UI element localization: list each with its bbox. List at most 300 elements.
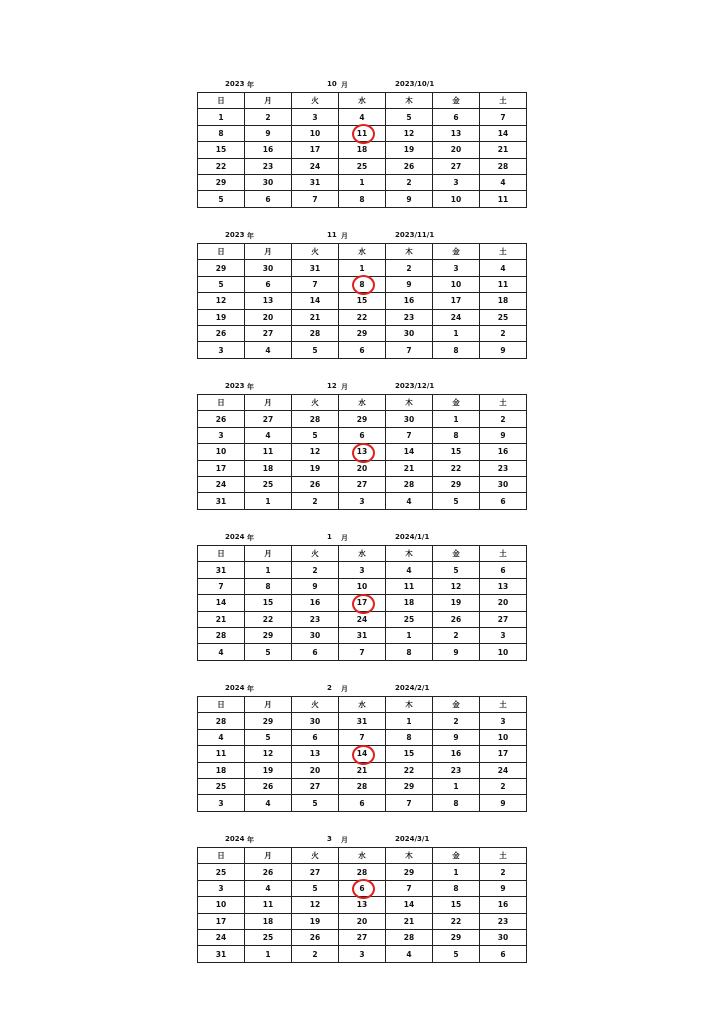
- day-number: 6: [359, 883, 365, 893]
- day-number: 29: [262, 716, 274, 726]
- day-cell: [433, 342, 480, 358]
- day-cell: [339, 946, 386, 962]
- day-cell: [292, 460, 339, 476]
- day-number: 13: [497, 581, 509, 591]
- weekday-header-mon: 月: [245, 848, 292, 864]
- year-label: 2024: [225, 835, 245, 843]
- day-cell: [198, 493, 245, 509]
- day-number: 14: [497, 128, 509, 138]
- day-cell: [386, 276, 433, 292]
- day-number: 16: [497, 900, 509, 910]
- day-cell: [292, 880, 339, 896]
- day-cell: [245, 158, 292, 174]
- day-cell: [386, 880, 433, 896]
- reference-date: 2024/3/1: [395, 835, 430, 843]
- day-number: 31: [356, 631, 368, 641]
- day-cell: [198, 864, 245, 880]
- day-cell: [245, 476, 292, 492]
- day-cell: [480, 125, 527, 141]
- day-cell: [433, 946, 480, 962]
- day-cell: [386, 913, 433, 929]
- day-number: 22: [403, 765, 415, 775]
- day-number: 20: [450, 145, 462, 155]
- day-number: 19: [403, 145, 415, 155]
- day-number: 6: [265, 279, 271, 289]
- day-cell: [339, 476, 386, 492]
- weekday-header-mon: 月: [245, 395, 292, 411]
- day-number: 8: [406, 647, 412, 657]
- day-number: 31: [356, 716, 368, 726]
- day-number: 8: [406, 732, 412, 742]
- day-cell: [480, 627, 527, 643]
- day-cell: [198, 929, 245, 945]
- day-number: 26: [262, 782, 274, 792]
- day-cell: [433, 897, 480, 913]
- day-number: 15: [450, 447, 462, 457]
- day-number: 12: [403, 128, 415, 138]
- day-cell: [433, 276, 480, 292]
- day-number: 23: [450, 765, 462, 775]
- day-number: 20: [497, 598, 509, 608]
- month-suffix-label: 月: [341, 836, 348, 844]
- day-number: 10: [450, 194, 462, 204]
- day-number: 1: [453, 414, 459, 424]
- weekday-header-wed: 水: [339, 546, 386, 562]
- weekday-header-sun: 日: [198, 546, 245, 562]
- day-cell: [339, 864, 386, 880]
- day-number: 15: [356, 296, 368, 306]
- weekday-header-row: [198, 848, 527, 864]
- day-cell: [292, 864, 339, 880]
- week-row: [198, 897, 527, 913]
- week-row: [198, 109, 527, 125]
- week-row: [198, 595, 527, 611]
- day-number: 11: [215, 749, 227, 759]
- day-cell: [198, 109, 245, 125]
- day-cell: [480, 493, 527, 509]
- weekday-header-wed: 水: [339, 697, 386, 713]
- day-cell: [339, 174, 386, 190]
- week-row: [198, 864, 527, 880]
- day-cell: [339, 109, 386, 125]
- day-cell: [245, 795, 292, 811]
- day-number: 30: [497, 480, 509, 490]
- weekday-header-row: [198, 93, 527, 109]
- day-cell: [386, 578, 433, 594]
- day-number: 5: [312, 798, 318, 808]
- day-cell: [339, 460, 386, 476]
- day-cell: [480, 309, 527, 325]
- week-row: [198, 444, 527, 460]
- day-number: 11: [497, 279, 509, 289]
- day-cell: [480, 325, 527, 341]
- day-number: 4: [265, 345, 271, 355]
- day-number: 20: [356, 463, 368, 473]
- weekday-header-fri: 金: [433, 848, 480, 864]
- day-cell: [245, 191, 292, 207]
- day-number: 28: [215, 716, 227, 726]
- weekday-header-row: [198, 395, 527, 411]
- day-number: 19: [262, 765, 274, 775]
- week-row: [198, 713, 527, 729]
- day-number: 6: [265, 194, 271, 204]
- day-number: 6: [359, 430, 365, 440]
- month-header: [197, 833, 527, 847]
- day-cell: [339, 778, 386, 794]
- day-cell: [386, 125, 433, 141]
- day-cell: [245, 276, 292, 292]
- weekday-header-fri: 金: [433, 395, 480, 411]
- day-number: 23: [497, 463, 509, 473]
- day-number: 2: [500, 867, 506, 877]
- day-cell: [245, 260, 292, 276]
- day-number: 5: [218, 279, 224, 289]
- day-number: 18: [262, 916, 274, 926]
- day-number: 1: [359, 178, 365, 188]
- day-number: 4: [406, 949, 412, 959]
- day-cell: [198, 276, 245, 292]
- week-row: [198, 611, 527, 627]
- day-cell: [386, 444, 433, 460]
- day-cell: [198, 309, 245, 325]
- day-cell: [386, 109, 433, 125]
- day-number: 30: [262, 263, 274, 273]
- day-cell: [480, 109, 527, 125]
- day-cell-circled: [339, 595, 386, 611]
- day-number: 10: [450, 279, 462, 289]
- day-cell: [198, 411, 245, 427]
- day-cell: [245, 444, 292, 460]
- day-cell: [386, 746, 433, 762]
- weekday-header-sat: 土: [480, 93, 527, 109]
- day-number: 16: [497, 447, 509, 457]
- day-number: 8: [218, 128, 224, 138]
- day-cell: [292, 260, 339, 276]
- day-cell: [386, 411, 433, 427]
- day-number: 7: [406, 430, 412, 440]
- day-number: 10: [215, 447, 227, 457]
- day-cell: [339, 913, 386, 929]
- day-cell: [433, 260, 480, 276]
- day-cell: [245, 929, 292, 945]
- day-number: 21: [356, 765, 368, 775]
- month-label: 1: [327, 533, 332, 541]
- day-cell: [245, 125, 292, 141]
- day-cell: [386, 158, 433, 174]
- day-number: 22: [356, 312, 368, 322]
- day-cell: [433, 562, 480, 578]
- day-cell: [292, 325, 339, 341]
- day-number: 6: [312, 732, 318, 742]
- day-cell: [433, 627, 480, 643]
- day-cell: [339, 644, 386, 660]
- day-number: 29: [215, 263, 227, 273]
- day-number: 9: [406, 194, 412, 204]
- day-cell: [198, 427, 245, 443]
- day-number: 5: [453, 496, 459, 506]
- weekday-header-mon: 月: [245, 697, 292, 713]
- day-cell-circled: [339, 880, 386, 896]
- day-number: 31: [215, 565, 227, 575]
- day-number: 8: [453, 798, 459, 808]
- day-number: 2: [312, 949, 318, 959]
- day-number: 17: [497, 749, 509, 759]
- day-number: 29: [450, 480, 462, 490]
- day-number: 26: [309, 480, 321, 490]
- year-suffix-label: 年: [247, 232, 254, 240]
- day-number: 31: [309, 178, 321, 188]
- weekday-header-thu: 木: [386, 546, 433, 562]
- day-number: 14: [403, 447, 415, 457]
- day-number: 11: [497, 194, 509, 204]
- day-number: 16: [450, 749, 462, 759]
- day-number: 22: [262, 614, 274, 624]
- day-number: 10: [356, 581, 368, 591]
- day-cell: [292, 125, 339, 141]
- day-cell: [386, 778, 433, 794]
- day-cell: [292, 644, 339, 660]
- day-cell: [480, 460, 527, 476]
- day-cell: [339, 427, 386, 443]
- day-cell: [245, 578, 292, 594]
- day-cell: [245, 325, 292, 341]
- weekday-header-thu: 木: [386, 697, 433, 713]
- day-number: 25: [262, 933, 274, 943]
- week-row: [198, 342, 527, 358]
- day-cell: [386, 611, 433, 627]
- day-cell: [386, 729, 433, 745]
- day-cell: [433, 795, 480, 811]
- day-number: 16: [403, 296, 415, 306]
- day-cell: [386, 325, 433, 341]
- day-number: 2: [500, 782, 506, 792]
- day-number: 1: [453, 782, 459, 792]
- reference-date: 2023/12/1: [395, 382, 435, 390]
- day-number: 2: [500, 414, 506, 424]
- day-cell: [339, 493, 386, 509]
- week-row: [198, 260, 527, 276]
- weekday-header-row: [198, 697, 527, 713]
- day-number: 24: [309, 161, 321, 171]
- weekday-header-tue: 火: [292, 848, 339, 864]
- year-label: 2024: [225, 684, 245, 692]
- day-number: 18: [215, 765, 227, 775]
- day-cell: [339, 191, 386, 207]
- day-number: 12: [309, 900, 321, 910]
- day-cell: [480, 476, 527, 492]
- day-cell: [198, 125, 245, 141]
- day-cell: [245, 897, 292, 913]
- weekday-header-sat: 土: [480, 697, 527, 713]
- day-cell: [480, 778, 527, 794]
- day-number: 12: [215, 296, 227, 306]
- day-number: 29: [356, 329, 368, 339]
- day-cell: [292, 611, 339, 627]
- day-number: 5: [218, 194, 224, 204]
- week-row: [198, 293, 527, 309]
- day-number: 23: [309, 614, 321, 624]
- day-number: 19: [450, 598, 462, 608]
- day-number: 3: [500, 631, 506, 641]
- day-cell: [386, 595, 433, 611]
- day-number: 24: [450, 312, 462, 322]
- day-number: 11: [403, 581, 415, 591]
- day-number: 12: [450, 581, 462, 591]
- weekday-header-wed: 水: [339, 93, 386, 109]
- day-cell: [339, 293, 386, 309]
- day-number: 7: [218, 581, 224, 591]
- week-row: [198, 309, 527, 325]
- day-cell: [386, 260, 433, 276]
- day-number: 9: [500, 798, 506, 808]
- day-cell: [339, 260, 386, 276]
- day-number: 1: [406, 716, 412, 726]
- day-cell: [292, 578, 339, 594]
- day-cell: [480, 342, 527, 358]
- day-number: 4: [265, 798, 271, 808]
- day-cell: [480, 260, 527, 276]
- weekday-header-thu: 木: [386, 395, 433, 411]
- day-number: 14: [403, 900, 415, 910]
- weekday-header-tue: 火: [292, 546, 339, 562]
- day-cell: [292, 109, 339, 125]
- day-cell: [480, 897, 527, 913]
- day-cell: [386, 309, 433, 325]
- day-cell: [480, 293, 527, 309]
- day-cell: [386, 897, 433, 913]
- day-cell: [245, 293, 292, 309]
- day-number: 18: [497, 296, 509, 306]
- day-cell: [292, 493, 339, 509]
- day-cell: [198, 342, 245, 358]
- day-cell: [480, 929, 527, 945]
- day-number: 30: [403, 329, 415, 339]
- day-number: 1: [406, 631, 412, 641]
- month-header: [197, 380, 527, 394]
- day-number: 5: [312, 430, 318, 440]
- day-cell: [198, 476, 245, 492]
- day-cell: [245, 778, 292, 794]
- day-cell: [480, 158, 527, 174]
- day-cell: [292, 627, 339, 643]
- day-cell: [292, 913, 339, 929]
- day-number: 19: [309, 463, 321, 473]
- day-cell: [339, 762, 386, 778]
- month-calendar-2023-10: [197, 78, 527, 208]
- day-number: 14: [309, 296, 321, 306]
- month-calendar-2023-11: [197, 229, 527, 359]
- day-cell: [245, 611, 292, 627]
- day-number: 27: [262, 414, 274, 424]
- day-cell-circled: [339, 125, 386, 141]
- weekday-header-sat: 土: [480, 848, 527, 864]
- day-number: 4: [265, 883, 271, 893]
- year-label: 2024: [225, 533, 245, 541]
- day-number: 23: [403, 312, 415, 322]
- month-suffix-label: 月: [341, 685, 348, 693]
- weekday-header-sun: 日: [198, 848, 245, 864]
- day-cell: [433, 746, 480, 762]
- day-cell: [433, 880, 480, 896]
- day-cell: [245, 411, 292, 427]
- day-cell: [339, 713, 386, 729]
- reference-date: 2024/1/1: [395, 533, 430, 541]
- day-number: 5: [312, 883, 318, 893]
- reference-date: 2023/11/1: [395, 231, 435, 239]
- day-cell: [292, 191, 339, 207]
- day-cell: [480, 729, 527, 745]
- calendar-grid: [197, 696, 527, 812]
- week-row: [198, 142, 527, 158]
- day-number: 27: [262, 329, 274, 339]
- day-cell: [480, 713, 527, 729]
- day-number: 27: [356, 480, 368, 490]
- day-number: 26: [309, 933, 321, 943]
- week-row: [198, 460, 527, 476]
- day-cell: [433, 929, 480, 945]
- day-number: 20: [262, 312, 274, 322]
- day-number: 22: [450, 463, 462, 473]
- day-cell: [339, 142, 386, 158]
- day-cell: [292, 142, 339, 158]
- calendar-grid: [197, 394, 527, 510]
- day-number: 27: [450, 161, 462, 171]
- day-cell: [480, 913, 527, 929]
- day-cell: [292, 929, 339, 945]
- day-number: 10: [497, 647, 509, 657]
- day-number: 9: [453, 647, 459, 657]
- weekday-header-sat: 土: [480, 244, 527, 260]
- day-cell: [245, 913, 292, 929]
- day-number: 26: [403, 161, 415, 171]
- day-number: 28: [356, 782, 368, 792]
- day-cell: [480, 562, 527, 578]
- day-cell: [292, 342, 339, 358]
- day-number: 26: [450, 614, 462, 624]
- day-cell: [433, 309, 480, 325]
- day-number: 3: [359, 496, 365, 506]
- day-cell: [198, 142, 245, 158]
- day-number: 29: [403, 782, 415, 792]
- day-number: 4: [218, 647, 224, 657]
- day-cell: [292, 762, 339, 778]
- day-cell: [433, 713, 480, 729]
- week-row: [198, 411, 527, 427]
- day-number: 7: [406, 798, 412, 808]
- week-row: [198, 880, 527, 896]
- day-number: 28: [215, 631, 227, 641]
- day-number: 10: [215, 900, 227, 910]
- day-cell: [433, 729, 480, 745]
- day-cell: [245, 644, 292, 660]
- day-cell: [198, 762, 245, 778]
- day-number: 1: [453, 329, 459, 339]
- day-cell: [245, 493, 292, 509]
- day-cell: [245, 562, 292, 578]
- day-number: 9: [500, 883, 506, 893]
- day-number: 21: [497, 145, 509, 155]
- day-cell: [480, 444, 527, 460]
- day-number: 6: [359, 345, 365, 355]
- day-number: 15: [262, 598, 274, 608]
- day-cell: [245, 946, 292, 962]
- week-row: [198, 627, 527, 643]
- day-number: 27: [309, 782, 321, 792]
- day-number: 28: [403, 480, 415, 490]
- day-cell: [198, 460, 245, 476]
- day-number: 22: [215, 161, 227, 171]
- day-number: 30: [403, 414, 415, 424]
